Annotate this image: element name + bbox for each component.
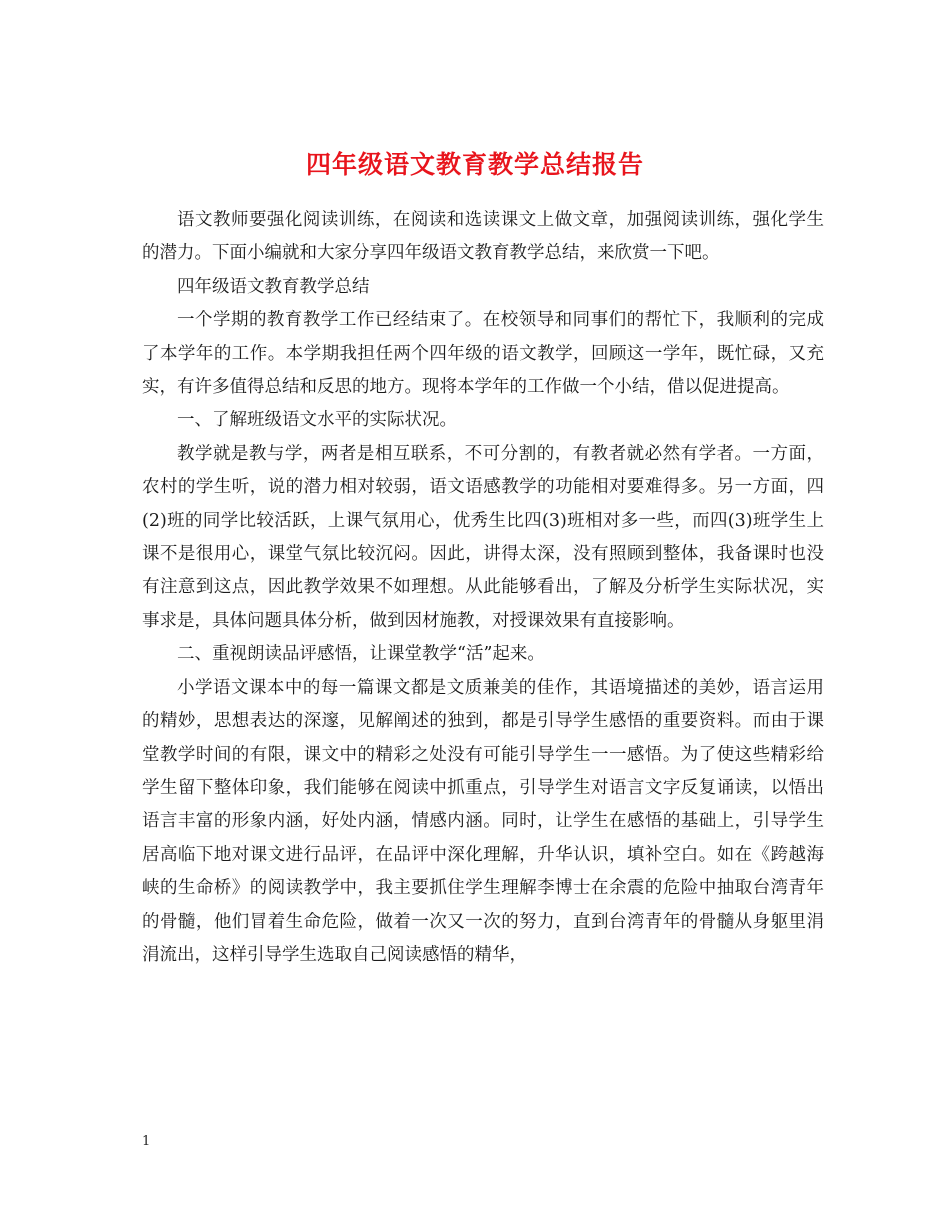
paragraph-section-1: 教学就是教与学，两者是相互联系，不可分割的，有教者就必然有学者。一方面，农村的学生听，说的潜力相对较弱，语文语感教学的功能相对要难得多。另一方面，四(2)班的同学比较活跃，上课气氛用心，优秀生比四(3)班相对多一些，而四(3)班学生上课不是很用心，课堂气氛比较沉闷。因此，讲得太深，没有照顾到整体，我备课时也没有注意到这点，因此教学效果不如理想。从此能够看出，了解及分析学生实际状况，实事求是，具体问题具体分析，做到因材施教，对授课效果有直接影响。 [142, 443, 824, 631]
section-heading-2: 二、重视朗读品评感悟，让课堂教学“活”起来。 [177, 644, 545, 665]
paragraph-intro: 语文教师要强化阅读训练，在阅读和选读课文上做文章，加强阅读训练，强化学生的潜力。下面小编就和大家分享四年级语文教育教学总结，来欣赏一下吧。 [142, 210, 824, 264]
paragraph-section-2: 小学语文课本中的每一篇课文都是文质兼美的佳作，其语境描述的美妙，语言运用的精妙，思想表达的深邃，见解阐述的独到，都是引导学生感悟的重要资料。而由于课堂教学时间的有限，课文中的精彩之处没有可能引导学生一一感悟。为了使这些精彩给学生留下整体印象，我们能够在阅读中抓重点，引导学生对语言文字反复诵读，以悟出语言丰富的形象内涵，好处内涵，情感内涵。同时，让学生在感悟的基础上，引导学生居高临下地对课文进行品评，在品评中深化理解，升华认识，填补空白。如在《跨越海峡的生命桥》的阅读教学中，我主要抓住学生理解李博士在余震的危险中抽取台湾青年的骨髓，他们冒着生命危险，做着一次又一次的努力，直到台湾青年的骨髓从身躯里涓涓流出，这样引导学生选取自己阅读感悟的精华， [142, 677, 824, 965]
document-title: 四年级语文教育教学总结报告 [305, 149, 644, 179]
section-heading-1: 一、了解班级语文水平的实际状况。 [177, 410, 457, 431]
paragraph-overview: 一个学期的教育教学工作已经结束了。在校领导和同事们的帮忙下，我顺利的完成了本学年的工作。本学期我担任两个四年级的语文教学，回顾这一学年，既忙碌，又充实，有许多值得总结和反思的地方。现将本学年的工作做一个小结，借以促进提高。 [142, 310, 824, 398]
page-number: 1 [142, 1134, 151, 1149]
paragraph-subtitle: 四年级语文教育教学总结 [177, 276, 370, 297]
document-body [142, 204, 824, 972]
